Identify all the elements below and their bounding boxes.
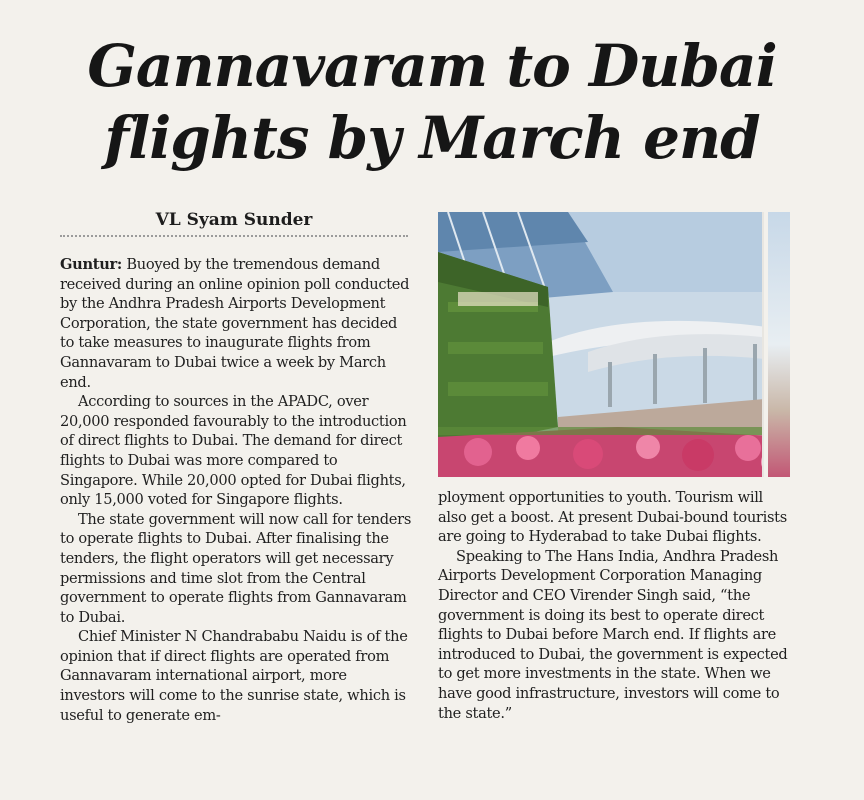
article-column-1 (60, 255, 412, 725)
paragraph-2: According to sources in the APADC, over 20,000 responded favourably to the introduction of direct flights to Dubai. The demand for direct flights to Dubai was more compared to Singapore. While 20,000 opted for Dubai flights, only 15,000 voted for Singapore flights. (60, 393, 407, 509)
article-column-2 (438, 488, 790, 723)
paragraph-5: Speaking to The Hans India, Andhra Pradesh Airports Development Corporation Managing Director and CEO Virender Singh said, “the government is doing its best to operate direct flights to Dubai before March end. If flights are introduced to Dubai, the government is expected to get more investments in the state. When we have good infrastructure, investors will come to the state.” (438, 547, 788, 722)
photo-edge-strip (762, 212, 790, 477)
photo-illustration (438, 212, 788, 477)
headline (0, 30, 864, 174)
dateline: Guntur: (60, 256, 123, 273)
byline: VL Syam Sunder (60, 208, 408, 237)
paragraph-3: The state government will now call for tenders to operate flights to Dubai. After finalising the tenders, the flight operators will get necessary permissions and time slot from the Central government to operate flights from Gannavaram to Dubai. (60, 510, 412, 626)
paragraph-4: Chief Minister N Chandrababu Naidu is of the opinion that if direct flights are operated from Gannavaram international airport, more investors will come to the sunrise state, which is useful to generate em- (60, 628, 408, 724)
headline-line-2: flights by March end (104, 104, 760, 172)
airport-terminal-photo (438, 212, 788, 477)
headline-line-1: Gannavaram to Dubai (87, 32, 777, 100)
paragraph-1 (60, 255, 412, 392)
paragraph-1-text: Buoyed by the tremendous demand received during an online opinion poll conducted by the Andhra Pradesh Airports Development Corporation, the state government has decided to take measures to inaugurate flights from Gannavaram to Dubai twice a week by March end. (60, 256, 410, 391)
paragraph-4-continued: ployment opportunities to youth. Tourism will also get a boost. At present Dubai-bound tourists are going to Hyderabad to take Dubai flights. (438, 489, 787, 546)
